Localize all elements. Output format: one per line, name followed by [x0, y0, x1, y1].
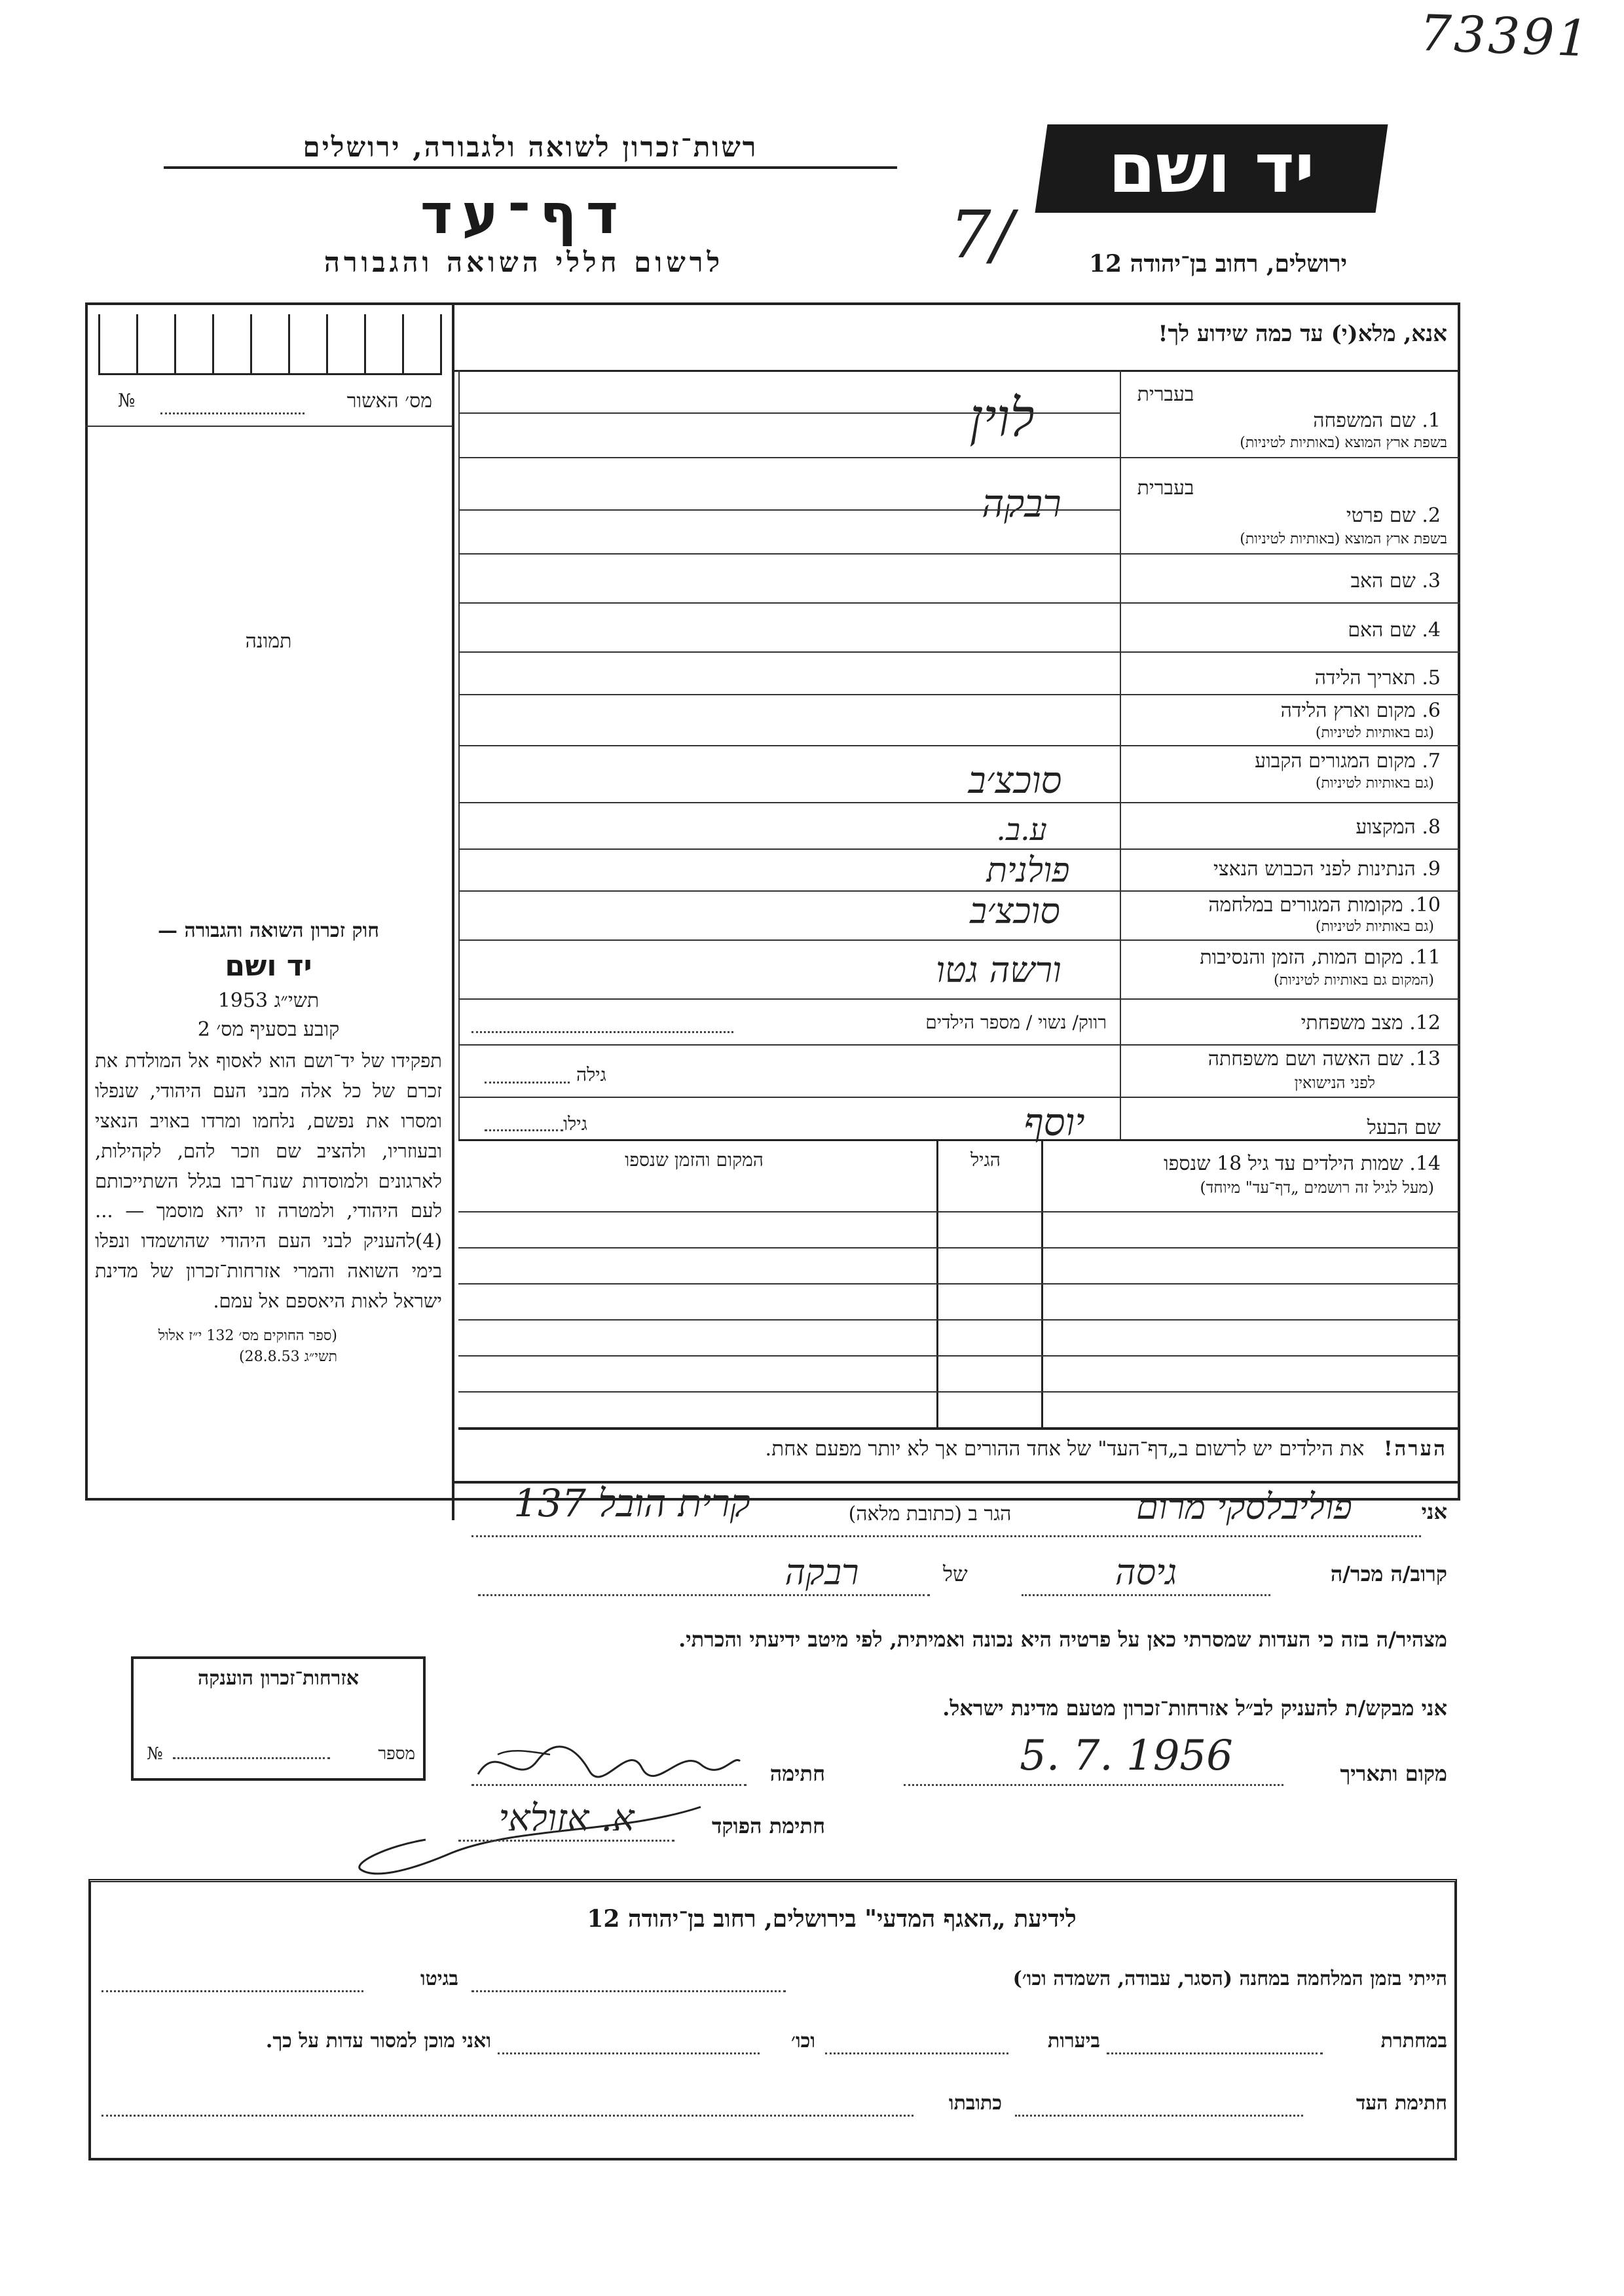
children-row-1 — [458, 1211, 1460, 1212]
field-13-note: לפני הנישואין — [1294, 1074, 1375, 1092]
forest-field[interactable] — [825, 2052, 1008, 2054]
i-label: אני — [1421, 1499, 1447, 1524]
place-date-label: מקום ותאריך — [1340, 1761, 1447, 1786]
given-name-value[interactable]: רבקה — [982, 481, 1061, 526]
profession-value[interactable]: ע.ב. — [996, 812, 1047, 847]
children-row-6 — [458, 1391, 1460, 1393]
address-value[interactable]: קרית הובל 137 — [513, 1481, 750, 1525]
field-10-text: מקומות המגורים במלחמה — [1208, 894, 1403, 917]
note-text: את הילדים יש לרשום ב„דף־העד" של אחד ההורים אך לא יותר מפעם אחת. — [765, 1437, 1365, 1461]
children-place-col: המקום והזמן שנספו — [625, 1149, 764, 1171]
children-row-2 — [458, 1247, 1460, 1248]
citizenship-number-label: מספר — [378, 1744, 415, 1764]
hebrew-tag-1: בעברית — [1137, 383, 1194, 406]
field-11-note: (המקום גם באותיות לטיניות) — [1274, 972, 1434, 989]
field-13-text: שם האשה ושם משפחתה — [1208, 1048, 1403, 1070]
family-name-value[interactable]: לוין — [969, 388, 1035, 448]
wife-age-field[interactable] — [485, 1082, 570, 1084]
footer-title: לידיעת „האגף המדעי" בירושלים, רחוב בן־יהודה 12 — [587, 1905, 1077, 1933]
children-row-4 — [458, 1319, 1460, 1321]
row7-line — [458, 802, 1460, 803]
field-11-text: מקום המות, הזמן והנסיבות — [1200, 946, 1403, 969]
row12-dots — [471, 1031, 733, 1033]
field-5-num: 5. — [1422, 666, 1441, 689]
field-11-num: 11. — [1409, 946, 1441, 969]
field-7-num: 7. — [1422, 750, 1441, 773]
note-label: הערה! — [1383, 1437, 1447, 1461]
field-9-num: 9. — [1422, 858, 1441, 881]
row1-line-a — [458, 412, 1120, 414]
approval-no-symbol: № — [118, 390, 136, 411]
footer-line2-d: ואני מוכן למסור עדות על כך. — [265, 2030, 491, 2052]
statement: מצהיר/ה בזה כי העדות שמסרתי כאן על פרטיה היא נכונה ואמיתית, לפי מיטב ידיעתי והכרתי. — [678, 1627, 1447, 1652]
row13-line — [458, 1097, 1460, 1098]
row6-line — [458, 745, 1460, 746]
form-subtitle: לרשום חללי השואה והגבורה — [323, 246, 724, 278]
officer-label: חתימת הפוקד — [712, 1813, 825, 1838]
ghetto-field[interactable] — [101, 1990, 363, 1992]
residence-value[interactable]: סוכצ׳ב — [968, 759, 1062, 802]
logo-text: יד ושם — [1108, 128, 1315, 208]
citizenship-number-row — [147, 1744, 415, 1764]
husband-age-label: גילו — [563, 1113, 587, 1135]
field-8-text: המקצוע — [1356, 816, 1416, 839]
citizenship-box — [131, 1656, 426, 1781]
marital-options[interactable]: רווק/ נשוי / מספר הילדים — [925, 1011, 1107, 1033]
field-3-text: שם האב — [1350, 570, 1416, 592]
etc-field[interactable] — [498, 2052, 760, 2054]
death-place-value[interactable]: ורשה גטו — [936, 949, 1061, 991]
footer-line2-c: וכו׳ — [791, 2030, 815, 2052]
date-dots — [904, 1784, 1283, 1786]
field-6-num: 6. — [1422, 699, 1441, 722]
field-3-num: 3. — [1422, 570, 1441, 592]
field-4-text: שם האם — [1348, 619, 1416, 642]
field-6-text: מקום וארץ הלידה — [1280, 699, 1416, 722]
citizenship-number-field[interactable] — [173, 1757, 330, 1759]
field-10-num: 10. — [1409, 894, 1441, 917]
law-box — [95, 917, 442, 1367]
field-7-label — [1255, 750, 1441, 773]
decl-dots-2b — [478, 1594, 930, 1596]
approval-underline — [85, 426, 452, 427]
declarant-name[interactable]: פוליבלסקי מרום — [1136, 1486, 1352, 1527]
row10-line — [458, 939, 1460, 941]
field-13-num: 13. — [1409, 1048, 1441, 1070]
children-bottom — [458, 1427, 1460, 1430]
row3-line — [458, 602, 1460, 604]
left-column-divider — [452, 302, 454, 1520]
footer-line1-b: בגיטו — [420, 1967, 458, 1990]
field-10-note: (גם באותיות לטיניות) — [1315, 919, 1434, 935]
field-10-label — [1208, 894, 1441, 917]
witness-signature-field[interactable] — [1015, 2115, 1303, 2117]
law-year: תשי״ג 1953 — [217, 989, 320, 1013]
note-row — [471, 1437, 1447, 1461]
photo-label: תמונה — [245, 630, 292, 653]
citizenship-title: אזרחות־זכרון הוענקה — [197, 1667, 360, 1690]
children-label — [1164, 1152, 1441, 1175]
field-12-num: 12. — [1409, 1011, 1441, 1034]
children-note: (מעל לגיל זה רושמים „דף־עד" מיוחד) — [1200, 1178, 1434, 1197]
row1-line-b — [458, 457, 1460, 458]
field-1-num: 1. — [1422, 409, 1441, 432]
footer-line2-a: במחתרת — [1380, 2030, 1447, 2052]
field-9-text: הנתינות לפני הכבוש הנאצי — [1213, 858, 1416, 881]
field-7-text: מקום המגורים הקבוע — [1255, 750, 1416, 773]
yad-vashem-logo — [1035, 124, 1388, 213]
field-5-label — [1315, 666, 1441, 689]
signature-label: חתימה — [769, 1761, 825, 1786]
row4-line — [458, 651, 1460, 653]
underground-field[interactable] — [1107, 2052, 1323, 2054]
children-row-3 — [458, 1283, 1460, 1285]
decl-dots-1 — [471, 1535, 1421, 1537]
children-row-5 — [458, 1355, 1460, 1357]
field-1-label — [1313, 409, 1441, 432]
husband-age-field[interactable] — [485, 1129, 563, 1131]
id-tick-boxes — [98, 314, 442, 375]
relation-label: קרוב/ה מכר/ה — [1330, 1561, 1447, 1586]
row8-line — [458, 848, 1460, 850]
witness-address-field[interactable] — [101, 2115, 913, 2117]
field-2-label — [1346, 504, 1441, 527]
approval-label: מס׳ האשור — [346, 390, 432, 412]
hebrew-tag-2: בעברית — [1137, 477, 1194, 500]
field-2-note: בשפת ארץ המוצא (באותיות לטיניות) — [1240, 531, 1447, 547]
children-num: 14. — [1409, 1152, 1441, 1175]
footer-line3-b: כתובתו — [948, 2092, 1002, 2115]
of-label: של — [943, 1561, 968, 1586]
law-body: תפקידו של יד־ושם הוא לאסוף אל המולדת את זכרם של כל אלה מבני העם היהודי, שנפלו ומסרו את נפשם, נלחמו ומרדו באויב הנאצי ובעוזריו, ולהציב שם וזכר להם, לקהילות, לארגונים ולמוסדות שנח־רבו בגלל השתייכותם לעם היהודי, ולמטרה זו יהא מוסמך — ...(4)להעניק לבני העם היהודי שהושמדו ונפלו בימי השואה והמרי אזרחות־זכרון של מדינת ישראל לאות היאספם אל עמם. — [95, 1049, 442, 1312]
field-4-label — [1348, 619, 1441, 642]
field-1-note: בשפת ארץ המוצא (באותיות לטיניות) — [1240, 435, 1447, 451]
citizenship-value[interactable]: פולנית — [986, 851, 1070, 890]
instruction: אנא, מלא(י) עד כמה שידוע לך! — [1158, 321, 1447, 347]
law-name: יד ושם — [225, 949, 312, 983]
wartime-residence-value[interactable]: סוכצ׳ב — [970, 890, 1060, 932]
footer-line1-a: הייתי בזמן המלחמה במחנה (הסגר, עבודה, השמדה וכו׳) — [1012, 1967, 1447, 1990]
value-left-border — [458, 370, 460, 1139]
row11-line — [458, 998, 1460, 1000]
citizenship-number-symbol: № — [147, 1744, 163, 1764]
footer-line3-a: חתימת העד — [1356, 2092, 1447, 2115]
field-11-label — [1200, 946, 1441, 969]
camp-field[interactable] — [471, 1990, 786, 1992]
instruction-underline — [452, 370, 1460, 372]
label-column-divider — [1120, 370, 1121, 1139]
field-7-note: (גם באותיות לטיניות) — [1315, 775, 1434, 792]
approval-field[interactable] — [160, 412, 304, 414]
field-2-text: שם פרטי — [1346, 504, 1416, 527]
field-6-label — [1281, 699, 1441, 722]
children-text: שמות הילדים עד גיל 18 שנספו — [1164, 1152, 1403, 1175]
field-2-num: 2. — [1422, 504, 1441, 527]
husband-value[interactable]: יוסף — [1024, 1100, 1085, 1144]
field-4-num: 4. — [1422, 619, 1441, 642]
field-3-label — [1351, 570, 1441, 592]
row2-line-b — [458, 553, 1460, 555]
field-12-text: מצב משפחתי — [1301, 1011, 1403, 1034]
header-address: ירושלים, רחוב בן־יהודה 12 — [1088, 250, 1348, 278]
law-source: (ספר החוקים מס׳ 132 י״ז אלול תשי״ג 28.8.53) — [158, 1327, 337, 1365]
decl-dots-2a — [1022, 1594, 1270, 1596]
date-value[interactable]: 5. 7. 1956 — [1020, 1732, 1233, 1780]
children-age-col: הגיל — [970, 1149, 1001, 1171]
row5-line — [458, 694, 1460, 695]
officer-dots — [458, 1840, 674, 1842]
officer-signature[interactable]: א. אזולאי — [498, 1797, 635, 1840]
row2-line-a — [458, 509, 1120, 511]
signature-dots — [471, 1784, 747, 1786]
address-label: הגר ב (כתובת מלאה) — [848, 1503, 1012, 1525]
law-title: חוק זכרון השואה והגבורה — — [158, 919, 379, 942]
authority-title: רשות־זכרון לשואה ולגבורה, ירושלים — [164, 131, 897, 169]
law-section: קובע בסעיף מס׳ 2 — [197, 1017, 340, 1041]
field-12-label — [1301, 1011, 1441, 1034]
archive-number: 73391 — [1418, 3, 1593, 68]
field-5-text: תאריך הלידה — [1314, 666, 1416, 689]
wife-age-label: גילה — [576, 1064, 606, 1085]
of-value[interactable]: רבקה — [784, 1552, 859, 1593]
field-8-label — [1356, 816, 1441, 839]
relation-value[interactable]: גיסה — [1115, 1552, 1177, 1593]
field-9-label — [1213, 858, 1441, 881]
footer-line2-b: ביערות — [1047, 2030, 1100, 2052]
row14-top — [458, 1139, 1460, 1141]
form-title: דף־עד — [420, 182, 628, 246]
field-1-text: שם המשפחה — [1313, 409, 1416, 432]
row12-line — [458, 1044, 1460, 1046]
field-13-label — [1208, 1048, 1441, 1070]
request: אני מבקש/ת להעניק לב״ל אזרחות־זכרון מטעם מדינת ישראל. — [942, 1696, 1447, 1721]
field-6-note: (גם באותיות לטיניות) — [1315, 725, 1434, 741]
husband-label: שם הבעל — [1367, 1116, 1441, 1139]
field-8-num: 8. — [1422, 816, 1441, 839]
margin-mark: 7/ — [950, 196, 1014, 273]
